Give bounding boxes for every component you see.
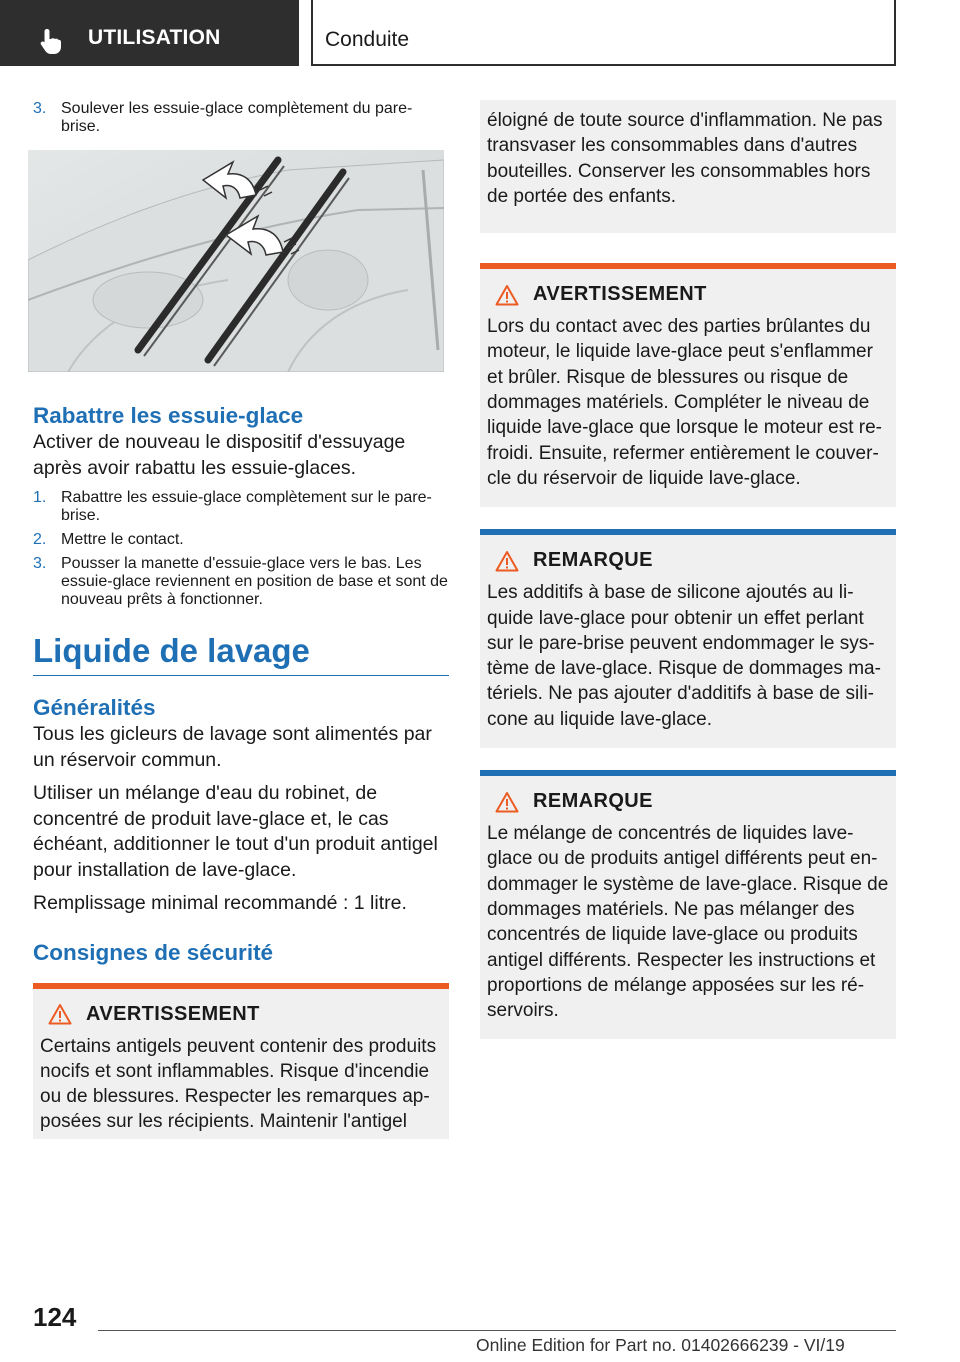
chapter-tab[interactable] bbox=[0, 0, 299, 66]
warning-box-continuation bbox=[480, 100, 896, 233]
generalites-heading: Généralités bbox=[33, 695, 156, 720]
warning-title: AVERTISSEMENT bbox=[533, 283, 707, 306]
step-text: Rabattre les essuie-glace complètement sur le pare-brise. bbox=[61, 489, 432, 524]
right-column bbox=[480, 100, 896, 1053]
step-item bbox=[33, 100, 449, 136]
notice-text: Le mélange de concentrés de liquides lave-glace ou de produits antigel différents peut endommager le système de lave-glace. Risque de dommages matériels. Ne pas mélanger des concentrés de liquide lave-glace ou produits antigel différents. Respecter les instructions et proportions de mélange apposées sur les réservoirs. bbox=[487, 823, 889, 1022]
title-rule bbox=[33, 675, 449, 676]
warning-box bbox=[33, 983, 449, 1139]
warning-triangle-icon bbox=[495, 284, 519, 306]
warning-triangle-icon bbox=[48, 1003, 72, 1025]
notice-title: REMARQUE bbox=[533, 790, 653, 813]
step-item bbox=[33, 531, 449, 549]
step-text: Mettre le contact. bbox=[61, 531, 184, 548]
step-item bbox=[33, 489, 449, 525]
step-number: 3. bbox=[33, 555, 47, 572]
left-column bbox=[33, 100, 449, 1139]
rabattre-heading: Rabattre les essuie-glace bbox=[33, 403, 304, 428]
warning-triangle-icon bbox=[495, 791, 519, 813]
warning-text: éloigné de toute source d'inflammation. Ne pas transvaser les consommables dans d'autres bouteilles. Conserver les consommables hors de portée des enfants. bbox=[487, 110, 883, 207]
section-header bbox=[311, 0, 896, 66]
step-number: 3. bbox=[33, 100, 47, 117]
notice-box bbox=[480, 770, 896, 1039]
paragraph: Remplissage minimal recommandé : 1 litre. bbox=[33, 892, 407, 914]
footer-rule bbox=[98, 1330, 896, 1331]
rabattre-intro: Activer de nouveau le dispositif d'essuyage après avoir rabattu les essuie-glaces. bbox=[33, 431, 406, 479]
step-number: 1. bbox=[33, 489, 47, 506]
warning-box bbox=[480, 263, 896, 507]
paragraph: Utiliser un mélange d'eau du robinet, de concentré de produit lave-glace et, le cas échéant, additionner le tout d'un produit antigel pour installation de lave-glace. bbox=[33, 782, 438, 881]
wiper-blades-illustration bbox=[28, 150, 444, 372]
page-number: 124 bbox=[33, 1302, 77, 1332]
section-label: Conduite bbox=[325, 28, 410, 51]
step-item bbox=[33, 555, 449, 609]
hand-pointer-icon bbox=[36, 26, 66, 56]
paragraph: Tous les gicleurs de lavage sont alimentés par un réservoir commun. bbox=[33, 723, 432, 771]
warning-triangle-icon bbox=[495, 550, 519, 572]
consignes-heading: Consignes de sécurité bbox=[33, 939, 274, 965]
step-text: Soulever les essuie-glace complètement du pare-brise. bbox=[61, 100, 413, 135]
liquide-title: Liquide de lavage bbox=[33, 632, 310, 669]
warning-text: Lors du contact avec des parties brûlantes du moteur, le liquide lave-glace peut s'enflammer et brûler. Risque de blessures ou risque de dommages matériels. Compléter le niveau de liquide lave-glace que lorsque le moteur est refroidi. Ensuite, refermer entièrement le couvercle du réservoir de liquide lave-glace. bbox=[487, 316, 882, 489]
notice-text: Les additifs à base de silicone ajoutés au liquide lave-glace pour obtenir un effet perlant sur le pare-brise peuvent endommager le système de lave-glace. Risque de dommages matériels. Ne pas ajouter d'additifs à base de silicone au liquide lave-glace. bbox=[487, 582, 881, 730]
warning-title: AVERTISSEMENT bbox=[86, 1002, 260, 1025]
notice-title: REMARQUE bbox=[533, 549, 653, 572]
notice-box bbox=[480, 529, 896, 748]
warning-text: Certains antigels peuvent contenir des produits nocifs et sont inflammables. Risque d'incendie ou de blessures. Respecter les remarques apposées sur les récipients. Maintenir l'antigel bbox=[40, 1035, 437, 1133]
footer-edition: Online Edition for Part no. 01402666239 - VI/19 bbox=[476, 1335, 845, 1355]
chapter-tab-label: UTILISATION bbox=[88, 26, 221, 49]
step-text: Pousser la manette d'essuie-glace vers le bas. Les essuie-glace reviennent en position de base et sont de nouveau prêts à fonctionner. bbox=[61, 555, 448, 608]
step-number: 2. bbox=[33, 531, 47, 548]
